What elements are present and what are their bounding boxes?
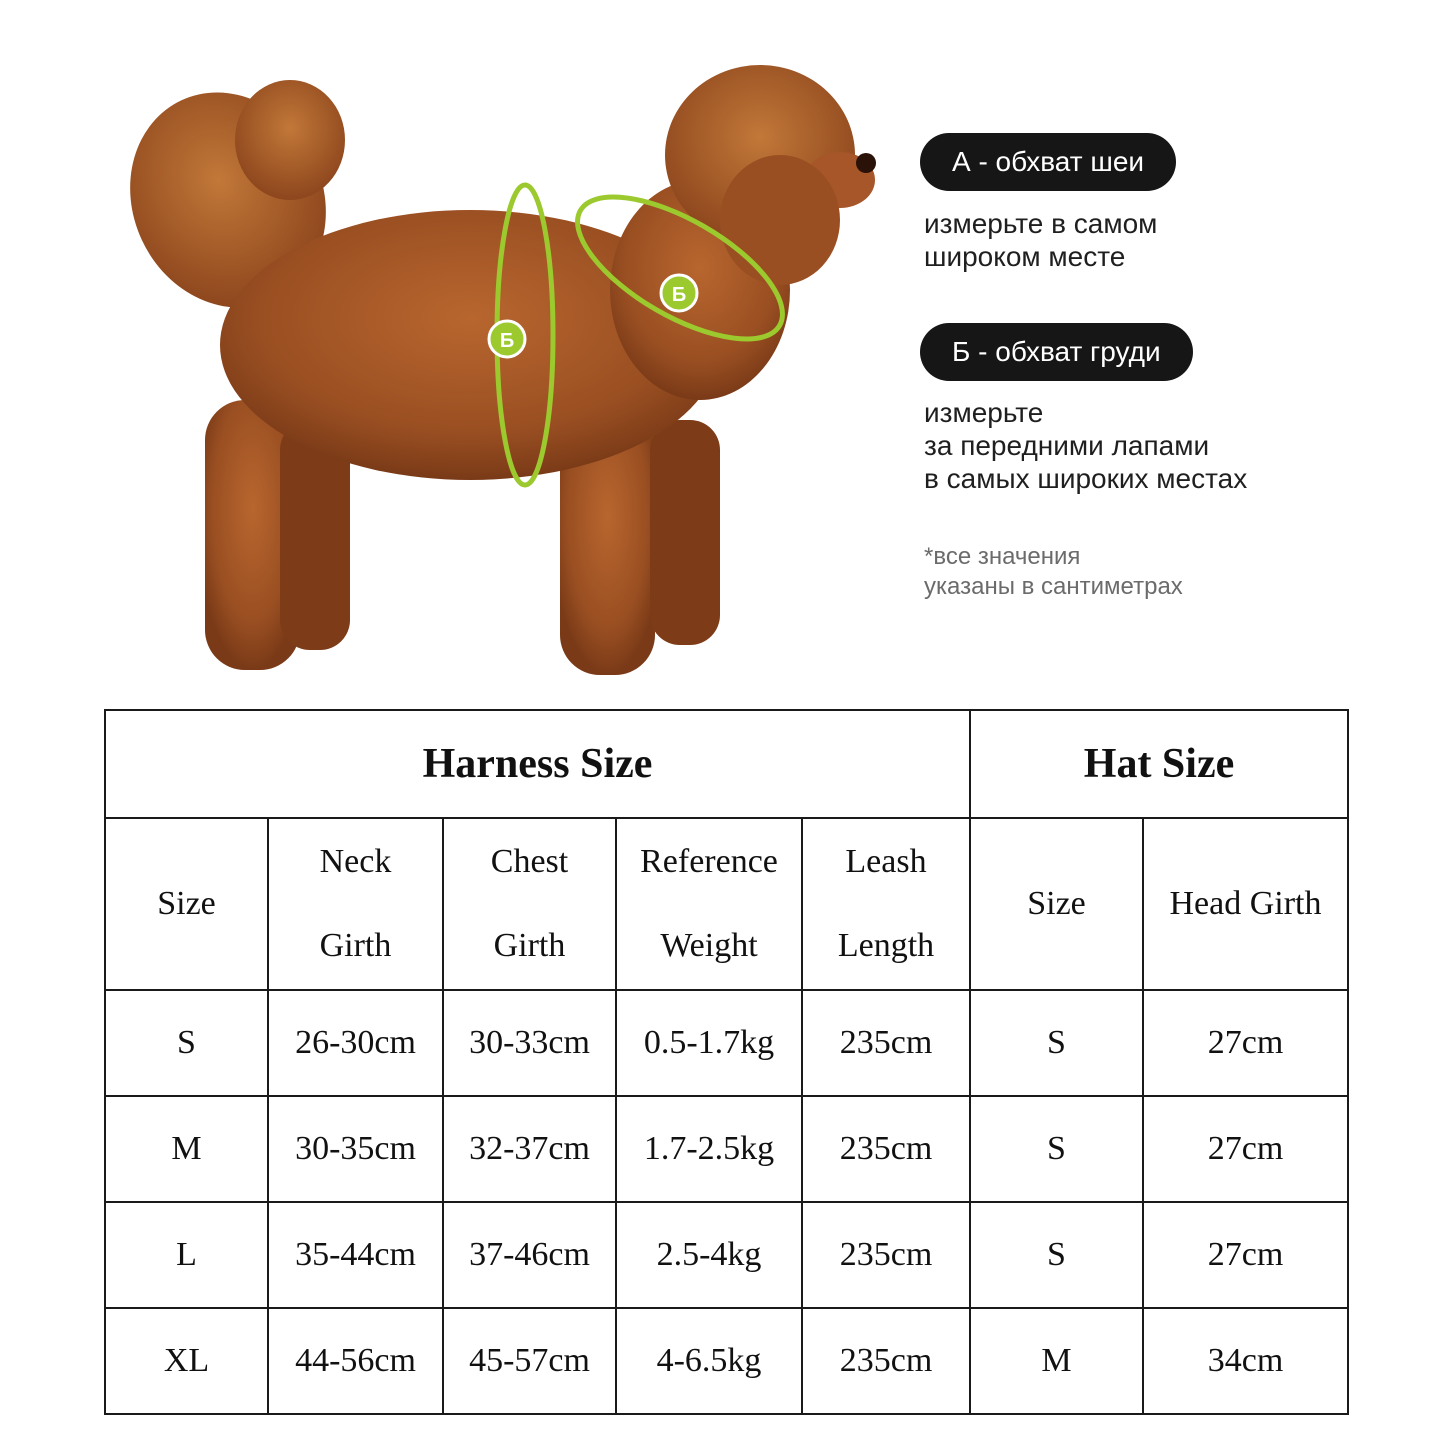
cell-neck-girth: 26-30cm bbox=[268, 990, 443, 1096]
column-header-row bbox=[105, 818, 1348, 990]
chest-marker-label: Б bbox=[499, 330, 515, 352]
header-size: Size bbox=[105, 818, 268, 990]
chest-girth-badge: Б - обхват груди bbox=[920, 323, 1193, 381]
cell-reference-weight: 2.5-4kg bbox=[616, 1202, 802, 1308]
cell-chest-girth: 30-33cm bbox=[443, 990, 616, 1096]
header-chest-girth: Chest Girth bbox=[443, 818, 616, 990]
header-hat-size: Size bbox=[970, 818, 1143, 990]
cell-head-girth: 34cm bbox=[1143, 1308, 1348, 1414]
units-footnote: *все значения указаны в сантиметрах bbox=[924, 543, 1183, 600]
neck-marker bbox=[661, 275, 697, 311]
header-head-girth: Head Girth bbox=[1143, 818, 1348, 990]
header-leash-length: Leash Length bbox=[802, 818, 970, 990]
cell-head-girth: 27cm bbox=[1143, 1096, 1348, 1202]
chest-girth-instructions: измерьте за передними лапами в самых широких местах bbox=[924, 397, 1248, 494]
cell-hat-size: S bbox=[970, 1096, 1143, 1202]
cell-size: S bbox=[105, 990, 268, 1096]
cell-chest-girth: 45-57cm bbox=[443, 1308, 616, 1414]
hero-illustration bbox=[0, 0, 1445, 700]
table-row bbox=[105, 990, 1348, 1096]
table-row bbox=[105, 1202, 1348, 1308]
cell-neck-girth: 44-56cm bbox=[268, 1308, 443, 1414]
cell-size: XL bbox=[105, 1308, 268, 1414]
cell-neck-girth: 35-44cm bbox=[268, 1202, 443, 1308]
table-row bbox=[105, 1096, 1348, 1202]
cell-size: M bbox=[105, 1096, 268, 1202]
harness-size-title: Harness Size bbox=[105, 710, 970, 818]
table-row bbox=[105, 1308, 1348, 1414]
cell-reference-weight: 4-6.5kg bbox=[616, 1308, 802, 1414]
cell-hat-size: M bbox=[970, 1308, 1143, 1414]
cell-head-girth: 27cm bbox=[1143, 990, 1348, 1096]
cell-size: L bbox=[105, 1202, 268, 1308]
neck-girth-badge: А - обхват шеи bbox=[920, 133, 1176, 191]
cell-leash-length: 235cm bbox=[802, 1202, 970, 1308]
cell-chest-girth: 32-37cm bbox=[443, 1096, 616, 1202]
neck-marker-label: Б bbox=[671, 284, 687, 306]
cell-leash-length: 235cm bbox=[802, 1308, 970, 1414]
group-header-row bbox=[105, 710, 1348, 818]
cell-hat-size: S bbox=[970, 1202, 1143, 1308]
header-reference-weight: Reference Weight bbox=[616, 818, 802, 990]
cell-reference-weight: 1.7-2.5kg bbox=[616, 1096, 802, 1202]
header-neck-girth: Neck Girth bbox=[268, 818, 443, 990]
size-chart-table bbox=[104, 709, 1349, 1415]
cell-reference-weight: 0.5-1.7kg bbox=[616, 990, 802, 1096]
cell-neck-girth: 30-35cm bbox=[268, 1096, 443, 1202]
cell-leash-length: 235cm bbox=[802, 990, 970, 1096]
hat-size-title: Hat Size bbox=[970, 710, 1348, 818]
cell-chest-girth: 37-46cm bbox=[443, 1202, 616, 1308]
dog-silhouette bbox=[95, 60, 876, 675]
cell-hat-size: S bbox=[970, 990, 1143, 1096]
cell-head-girth: 27cm bbox=[1143, 1202, 1348, 1308]
cell-leash-length: 235cm bbox=[802, 1096, 970, 1202]
neck-girth-instructions: измерьте в самом широком месте bbox=[924, 208, 1158, 272]
dog-illustration bbox=[0, 0, 1445, 700]
chest-marker bbox=[489, 321, 525, 357]
